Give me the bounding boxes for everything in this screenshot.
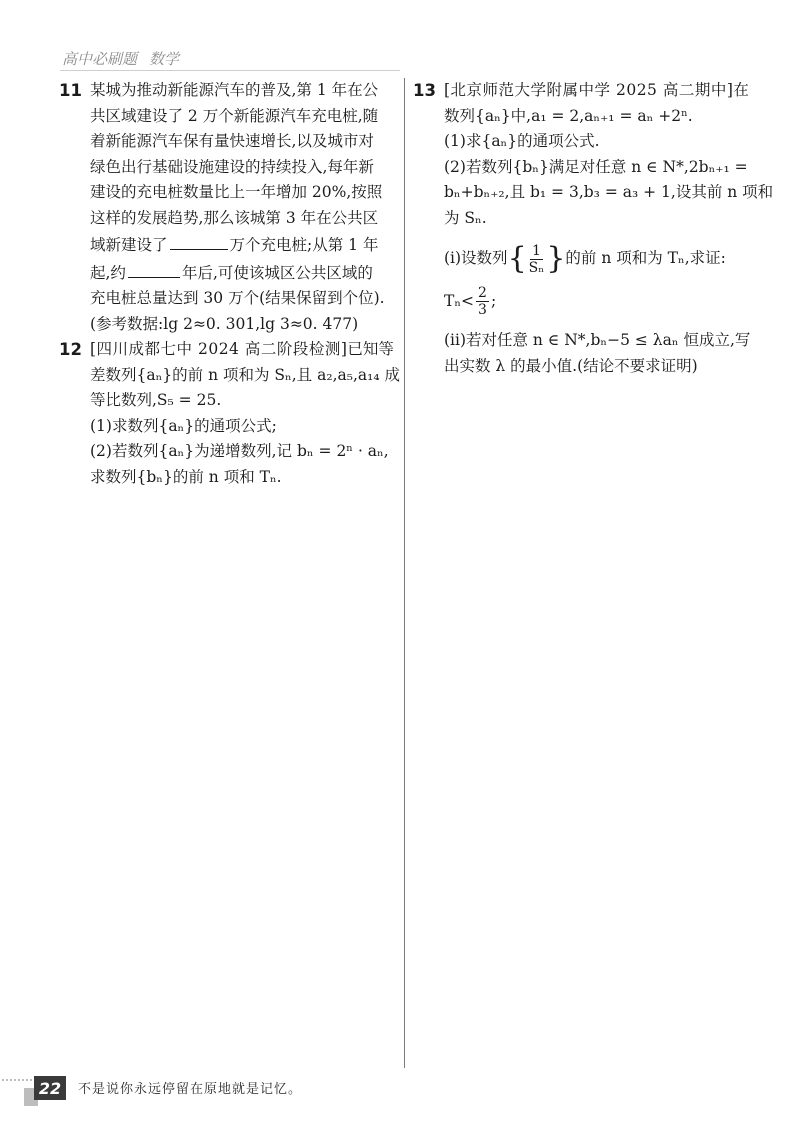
problem-body bbox=[62, 78, 396, 337]
running-header bbox=[62, 48, 179, 69]
text-line: 某城为推动新能源汽车的普及,第 1 年在公 bbox=[90, 81, 379, 99]
answer-blank-2[interactable] bbox=[128, 259, 180, 278]
book-title: 高中必刷题 bbox=[62, 50, 138, 68]
text-line: 为 Sₙ. bbox=[444, 208, 487, 227]
problem-source: [北京师范大学附属中学 2025 高二期中] bbox=[444, 81, 734, 99]
text-line bbox=[90, 231, 396, 259]
text-fragment: (ⅰ)设数列 bbox=[444, 249, 508, 267]
problem-number: 13 bbox=[413, 81, 436, 100]
text-line: 绿色出行基础设施建设的持续投入,每年新 bbox=[90, 157, 374, 176]
right-brace: } bbox=[546, 241, 566, 276]
text-line bbox=[444, 78, 749, 104]
sub-question-1: (1)求{aₙ}的通项公式. bbox=[444, 132, 600, 150]
text-fragment: 已知等 bbox=[347, 340, 394, 358]
fraction-numerator: 2 bbox=[478, 285, 487, 301]
fraction-denominator: 3 bbox=[478, 302, 487, 318]
fraction-numerator: 1 bbox=[532, 242, 541, 259]
problem-body bbox=[416, 78, 774, 379]
text-line bbox=[90, 259, 396, 287]
text-fragment: 在 bbox=[733, 81, 749, 99]
text-line: 数列{aₙ}中,a₁ = 2,aₙ₊₁ = aₙ +2ⁿ. bbox=[444, 106, 693, 125]
text-line: 求数列{bₙ}的前 n 项和 Tₙ. bbox=[90, 467, 282, 486]
problem-source: [四川成都七中 2024 高二阶段检测] bbox=[90, 340, 348, 358]
fraction bbox=[476, 285, 489, 318]
text-fragment: 起,约 bbox=[90, 263, 126, 282]
sub-question-1: (1)求数列{aₙ}的通项公式; bbox=[90, 416, 277, 435]
footer-motto: 不是说你永远停留在原地就是记忆。 bbox=[78, 1082, 303, 1097]
left-column bbox=[59, 78, 400, 490]
text-line: 建设的充电桩数量比上一年增加 20%,按照 bbox=[90, 183, 383, 201]
sub-question-2: (2)若数列{aₙ}为递增数列,记 bₙ = 2ⁿ · aₙ, bbox=[90, 442, 389, 460]
problem-number: 11 bbox=[59, 81, 82, 100]
page-number: 22 bbox=[34, 1076, 66, 1100]
text-fragment: 万个充电桩;从第 1 年 bbox=[229, 236, 379, 254]
subject-title: 数学 bbox=[149, 50, 180, 68]
problem-13 bbox=[413, 78, 774, 379]
problem-body bbox=[62, 337, 400, 490]
fraction bbox=[529, 243, 545, 276]
problem-11 bbox=[59, 78, 396, 337]
text-line: 差数列{aₙ}的前 n 项和为 Sₙ,且 a₂,a₅,a₁₄ 成 bbox=[90, 365, 400, 384]
column-divider bbox=[404, 78, 405, 1068]
text-line: 出实数 λ 的最小值.(结论不要求证明) bbox=[444, 356, 698, 375]
text-line: 共区域建设了 2 万个新能源汽车充电桩,随 bbox=[90, 106, 379, 125]
sub-question-i bbox=[444, 241, 746, 276]
text-fragment: Tₙ< bbox=[444, 291, 475, 310]
sub-question-ii: (ⅱ)若对任意 n ∈ N*,bₙ−5 ≤ λaₙ 恒成立,写 bbox=[444, 331, 751, 349]
right-column bbox=[413, 78, 774, 379]
text-fragment: 年后,可使该城区公共区域的 bbox=[181, 263, 373, 282]
reference-data: (参考数据:lg 2≈0. 301,lg 3≈0. 477) bbox=[90, 314, 359, 333]
text-line: bₙ+bₙ₊₂,且 b₁ = 3,b₃ = a₃ + 1,设其前 n 项和 bbox=[444, 183, 774, 201]
left-brace: { bbox=[507, 241, 527, 276]
header-rule bbox=[60, 70, 400, 71]
text-line: 这样的发展趋势,那么该城第 3 年在公共区 bbox=[90, 208, 379, 227]
text-fragment: ; bbox=[490, 291, 497, 310]
sub-question-2: (2)若数列{bₙ}满足对任意 n ∈ N*,2bₙ₊₁ = bbox=[444, 157, 748, 176]
claim-line bbox=[416, 284, 746, 319]
text-fragment: 的前 n 项和为 Tₙ,求证: bbox=[565, 249, 726, 267]
text-line: 等比数列,S₅ = 25. bbox=[90, 391, 222, 409]
text-fragment: 域新建设了 bbox=[90, 236, 168, 254]
problem-number: 12 bbox=[59, 340, 82, 359]
text-line: 着新能源汽车保有量快速增长,以及城市对 bbox=[90, 132, 374, 150]
answer-blank-1[interactable] bbox=[170, 231, 228, 250]
text-line bbox=[90, 337, 396, 363]
text-line: 充电桩总量达到 30 万个(结果保留到个位). bbox=[90, 289, 385, 307]
problem-12 bbox=[59, 337, 400, 490]
fraction-denominator: Sₙ bbox=[528, 259, 545, 276]
